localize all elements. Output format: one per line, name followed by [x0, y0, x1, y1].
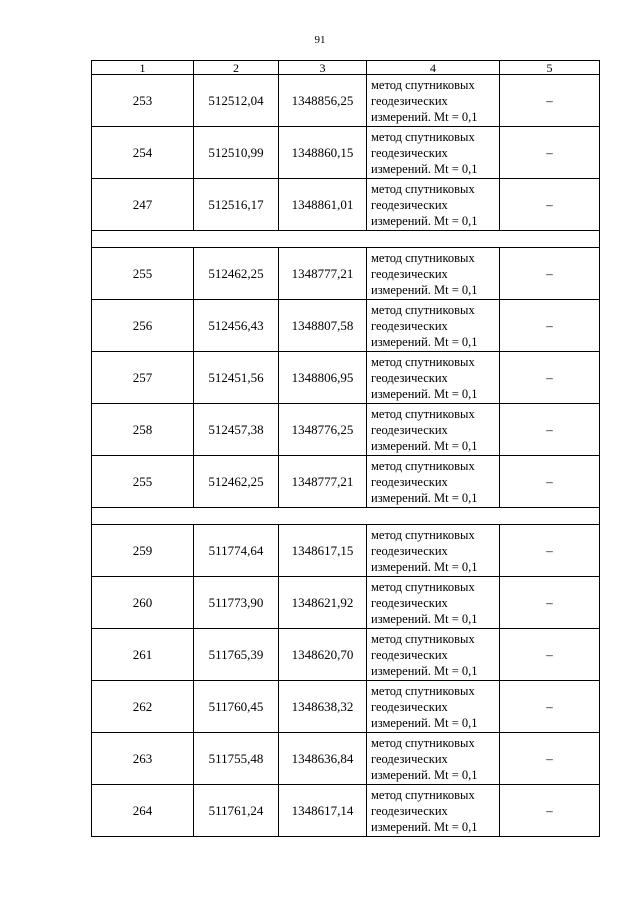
x-coordinate-cell: 511774,64: [194, 525, 279, 577]
table-row: [92, 300, 600, 352]
method-line: измерений. Mt = 0,1: [371, 663, 478, 678]
table-row: [92, 75, 600, 127]
table-row: [92, 733, 600, 785]
y-coordinate-cell: 1348777,21: [279, 456, 367, 508]
note-cell: –: [500, 404, 600, 456]
x-coordinate-cell: 511761,24: [194, 785, 279, 837]
method-line: измерений. Mt = 0,1: [371, 438, 478, 453]
header-cell-2: 2: [194, 61, 279, 75]
method-cell: [367, 248, 500, 300]
method-cell: [367, 525, 500, 577]
y-coordinate-cell: 1348617,14: [279, 785, 367, 837]
method-line: геодезических: [371, 474, 448, 489]
method-line: геодезических: [371, 595, 448, 610]
group-separator-row: [92, 231, 600, 248]
method-line: геодезических: [371, 145, 448, 160]
note-cell: –: [500, 75, 600, 127]
point-number-cell: 262: [92, 681, 194, 733]
note-cell: –: [500, 456, 600, 508]
x-coordinate-cell: 512512,04: [194, 75, 279, 127]
method-line: измерений. Mt = 0,1: [371, 213, 478, 228]
x-coordinate-cell: 512456,43: [194, 300, 279, 352]
table-row: [92, 179, 600, 231]
x-coordinate-cell: 512510,99: [194, 127, 279, 179]
y-coordinate-cell: 1348776,25: [279, 404, 367, 456]
method-line: метод спутниковых: [371, 181, 475, 196]
point-number-cell: 253: [92, 75, 194, 127]
method-line: метод спутниковых: [371, 631, 475, 646]
method-line: метод спутниковых: [371, 406, 475, 421]
method-cell: [367, 681, 500, 733]
y-coordinate-cell: 1348860,15: [279, 127, 367, 179]
method-cell: [367, 577, 500, 629]
point-number-cell: 257: [92, 352, 194, 404]
method-cell: [367, 179, 500, 231]
table-row: [92, 352, 600, 404]
y-coordinate-cell: 1348807,58: [279, 300, 367, 352]
y-coordinate-cell: 1348620,70: [279, 629, 367, 681]
method-line: геодезических: [371, 370, 448, 385]
x-coordinate-cell: 512457,38: [194, 404, 279, 456]
method-line: измерений. Mt = 0,1: [371, 559, 478, 574]
point-number-cell: 255: [92, 248, 194, 300]
method-line: измерений. Mt = 0,1: [371, 386, 478, 401]
method-cell: [367, 629, 500, 681]
method-line: геодезических: [371, 803, 448, 818]
note-cell: –: [500, 525, 600, 577]
method-line: геодезических: [371, 647, 448, 662]
method-line: метод спутниковых: [371, 683, 475, 698]
point-number-cell: 256: [92, 300, 194, 352]
note-cell: –: [500, 681, 600, 733]
note-cell: –: [500, 300, 600, 352]
y-coordinate-cell: 1348638,32: [279, 681, 367, 733]
header-cell-5: 5: [500, 61, 600, 75]
method-cell: [367, 75, 500, 127]
method-line: метод спутниковых: [371, 250, 475, 265]
x-coordinate-cell: 511773,90: [194, 577, 279, 629]
y-coordinate-cell: 1348777,21: [279, 248, 367, 300]
method-line: геодезических: [371, 751, 448, 766]
y-coordinate-cell: 1348617,15: [279, 525, 367, 577]
method-cell: [367, 785, 500, 837]
method-cell: [367, 456, 500, 508]
page-number: 91: [314, 34, 326, 46]
x-coordinate-cell: 512462,25: [194, 248, 279, 300]
method-line: метод спутниковых: [371, 527, 475, 542]
x-coordinate-cell: 512462,25: [194, 456, 279, 508]
point-number-cell: 263: [92, 733, 194, 785]
table-row: [92, 525, 600, 577]
group-separator-cell: [92, 508, 600, 525]
point-number-cell: 259: [92, 525, 194, 577]
y-coordinate-cell: 1348806,95: [279, 352, 367, 404]
header-cell-4: 4: [367, 61, 500, 75]
method-line: геодезических: [371, 543, 448, 558]
y-coordinate-cell: 1348861,01: [279, 179, 367, 231]
y-coordinate-cell: 1348636,84: [279, 733, 367, 785]
method-line: геодезических: [371, 197, 448, 212]
header-cell-3: 3: [279, 61, 367, 75]
table-row: [92, 404, 600, 456]
method-line: измерений. Mt = 0,1: [371, 819, 478, 834]
method-line: измерений. Mt = 0,1: [371, 161, 478, 176]
table-row: [92, 456, 600, 508]
method-line: метод спутниковых: [371, 129, 475, 144]
point-number-cell: 261: [92, 629, 194, 681]
method-line: геодезических: [371, 699, 448, 714]
method-line: метод спутниковых: [371, 458, 475, 473]
table-row: [92, 785, 600, 837]
method-cell: [367, 352, 500, 404]
table-row: [92, 629, 600, 681]
method-line: геодезических: [371, 318, 448, 333]
method-line: измерений. Mt = 0,1: [371, 109, 478, 124]
table-row: [92, 577, 600, 629]
method-line: геодезических: [371, 422, 448, 437]
table-row: [92, 248, 600, 300]
method-cell: [367, 404, 500, 456]
method-cell: [367, 733, 500, 785]
note-cell: –: [500, 577, 600, 629]
header-cell-1: 1: [92, 61, 194, 75]
note-cell: –: [500, 785, 600, 837]
method-cell: [367, 300, 500, 352]
method-line: геодезических: [371, 266, 448, 281]
point-number-cell: 260: [92, 577, 194, 629]
group-separator-row: [92, 508, 600, 525]
method-line: измерений. Mt = 0,1: [371, 611, 478, 626]
method-line: метод спутниковых: [371, 735, 475, 750]
x-coordinate-cell: 512451,56: [194, 352, 279, 404]
point-number-cell: 254: [92, 127, 194, 179]
method-line: метод спутниковых: [371, 579, 475, 594]
method-line: измерений. Mt = 0,1: [371, 490, 478, 505]
method-line: метод спутниковых: [371, 302, 475, 317]
method-line: метод спутниковых: [371, 354, 475, 369]
x-coordinate-cell: 511755,48: [194, 733, 279, 785]
coordinates-table-body: [92, 61, 600, 837]
x-coordinate-cell: 511760,45: [194, 681, 279, 733]
method-cell: [367, 127, 500, 179]
method-line: измерений. Mt = 0,1: [371, 334, 478, 349]
group-separator-cell: [92, 231, 600, 248]
table-row: [92, 681, 600, 733]
point-number-cell: 255: [92, 456, 194, 508]
table-row: [92, 127, 600, 179]
method-line: геодезических: [371, 93, 448, 108]
y-coordinate-cell: 1348621,92: [279, 577, 367, 629]
method-line: измерений. Mt = 0,1: [371, 767, 478, 782]
note-cell: –: [500, 629, 600, 681]
method-line: метод спутниковых: [371, 787, 475, 802]
point-number-cell: 258: [92, 404, 194, 456]
method-line: измерений. Mt = 0,1: [371, 282, 478, 297]
note-cell: –: [500, 127, 600, 179]
table-header-row: [92, 61, 600, 75]
coordinates-table: [91, 60, 600, 837]
method-line: измерений. Mt = 0,1: [371, 715, 478, 730]
point-number-cell: 264: [92, 785, 194, 837]
note-cell: –: [500, 733, 600, 785]
note-cell: –: [500, 248, 600, 300]
note-cell: –: [500, 352, 600, 404]
point-number-cell: 247: [92, 179, 194, 231]
x-coordinate-cell: 511765,39: [194, 629, 279, 681]
y-coordinate-cell: 1348856,25: [279, 75, 367, 127]
note-cell: –: [500, 179, 600, 231]
method-line: метод спутниковых: [371, 77, 475, 92]
x-coordinate-cell: 512516,17: [194, 179, 279, 231]
